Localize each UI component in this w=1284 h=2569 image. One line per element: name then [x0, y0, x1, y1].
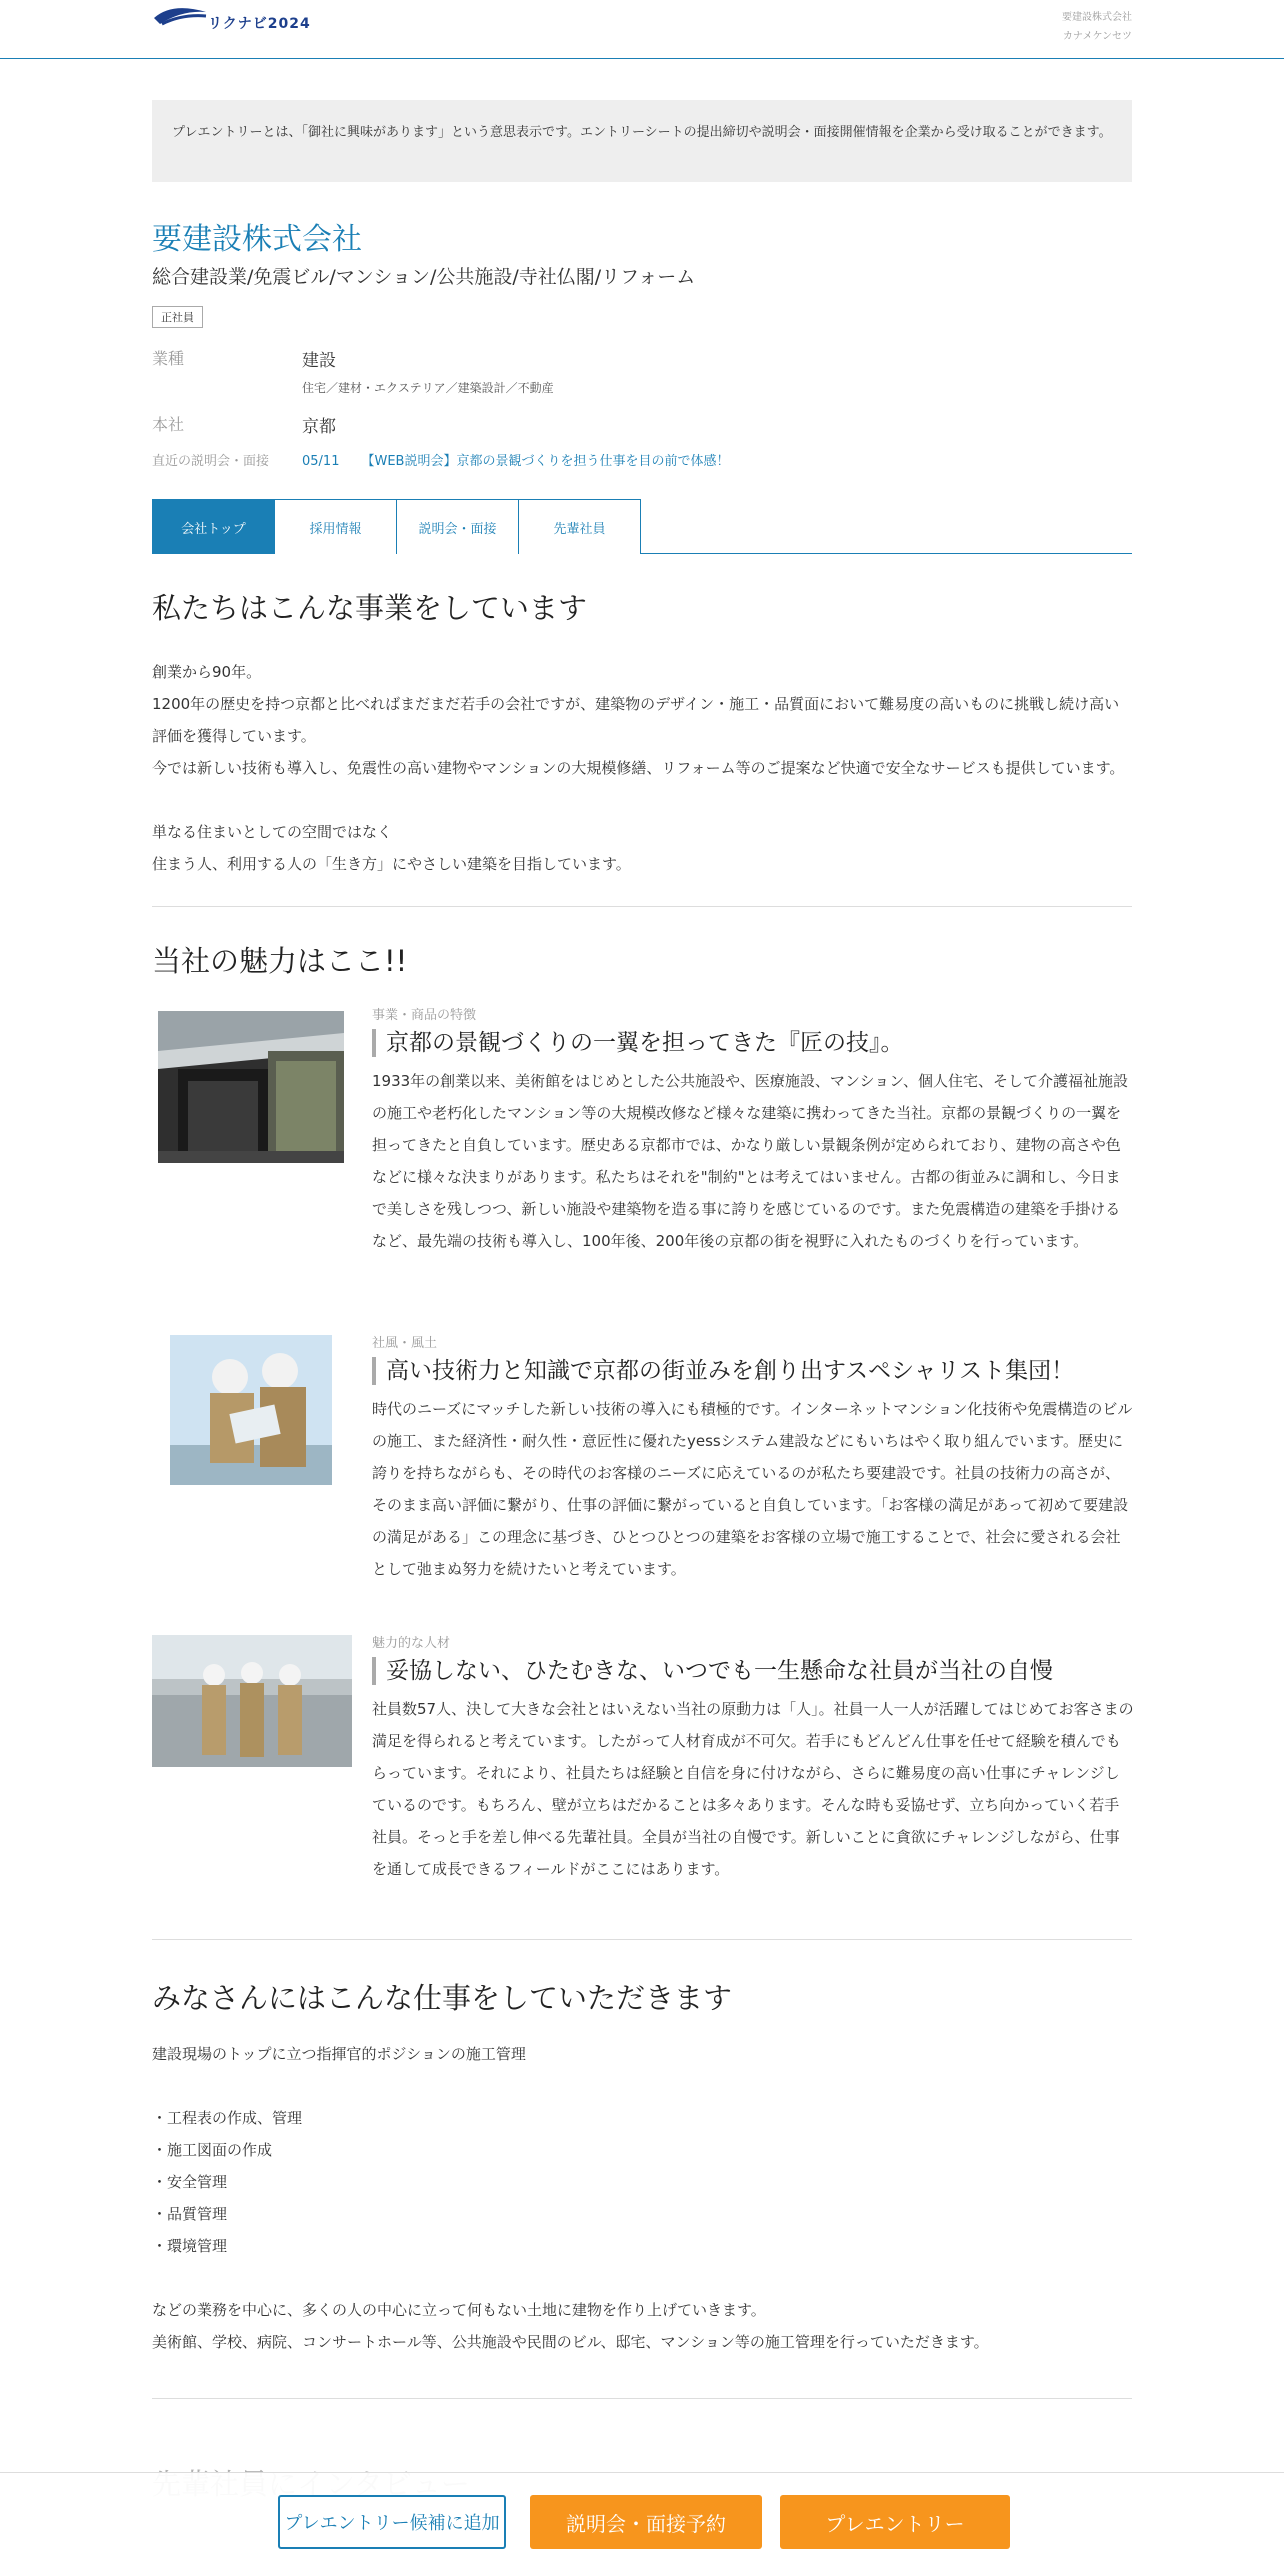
preentry-button[interactable]: プレエントリー — [780, 2495, 1010, 2549]
work-line: ・施工図面の作成 — [152, 2141, 273, 2159]
spacer — [152, 2070, 1132, 2102]
feature-category: 事業・商品の特徴 — [372, 1008, 477, 1023]
header-company — [1062, 8, 1132, 46]
feature-text — [372, 1335, 1134, 1585]
info-industry-value: 建設 — [302, 351, 336, 371]
tab-seminar[interactable]: 説明会・面接 — [396, 499, 519, 554]
site-header — [0, 0, 1284, 59]
tab-company-top[interactable]: 会社トップ — [152, 499, 275, 554]
business-line: 今では新しい技術も導入し、免震性の高い建物やマンションの大規模修繕、リフォーム等のご提案など快適で安全なサービスも提供しています。 — [152, 759, 1125, 777]
logo-swoosh-icon — [152, 4, 208, 30]
company-tabs — [152, 499, 1132, 554]
work-line: ・工程表の作成、管理 — [152, 2109, 303, 2127]
sticky-action-bar — [0, 2472, 1284, 2569]
info-hq-value: 京都 — [302, 417, 336, 437]
company-info — [152, 346, 1132, 469]
feature-body: 時代のニーズにマッチした新しい技術の導入にも積極的です。インターネットマンション化技術や免震構造のビルの施工、また経済性・耐久性・意匠性に優れたyessシステム建設などにもいちはやく取り組んでいます。歴史に誇りを持ちながらも、その時代のお客様のニーズに応えているのが私たち要建設です。社員の技術力の高さが、そのまま高い評価に繋がり、仕事の評価に繋がっていると自負しています。「お客様の満足があって初めて要建設の満足がある」この理念に基づき、ひとつひとつの建築をお客様の立場で施工することで、社会に愛される会社として弛まぬ努力を続けたいと考えています。 — [372, 1400, 1133, 1578]
work-section-title: みなさんにはこんな仕事をしていただきます — [152, 1981, 733, 2015]
feature-text — [372, 1007, 1134, 1257]
feature-body: 1933年の創業以来、美術館をはじめとした公共施設や、医療施設、マンション、個人住宅、そして介護福祉施設の施工や老朽化したマンション等の大規模改修など様々な建築に携わってきた当社。京都の景観づくりの一翼を担ってきたと自負しています。歴史ある京都市では、かなり厳しい景観条例が定められており、建物の高さや色などに様々な決まりがあります。私たちはそれを"制約"とは考えてはいません。古都の街並みに調和し、今日まで美しさを残しつつ、新しい施設や建築物を造る事に誇りを感じているのです。また免震構造の建築を手掛けるなど、最先端の技術も導入し、100年後、200年後の京都の街を視野に入れたものづくりを行っています。 — [372, 1072, 1129, 1250]
business-section-title: 私たちはこんな事業をしています — [152, 591, 588, 625]
tab-recruit-info[interactable]: 採用情報 — [274, 499, 397, 554]
work-line: ・安全管理 — [152, 2173, 228, 2191]
feature-title: 高い技術力と知識で京都の街並みを創り出すスペシャリスト集団！ — [372, 1357, 1134, 1385]
info-seminar-label: 直近の説明会・面接 — [152, 454, 270, 469]
logo-text: リクナビ2024 — [208, 16, 311, 32]
info-seminar — [152, 450, 1132, 469]
seminar-reserve-button[interactable]: 説明会・面接予約 — [530, 2495, 762, 2549]
work-line: 美術館、学校、病院、コンサートホール等、公共施設や民間のビル、邸宅、マンション等の施工管理を行っていただきます。 — [152, 2333, 989, 2351]
business-line: 住まう人、利用する人の「生き方」にやさしい建築を目指しています。 — [152, 855, 631, 873]
feature-category: 社風・風土 — [372, 1336, 438, 1351]
work-section-body — [152, 2038, 1132, 2358]
feature-title: 京都の景観づくりの一翼を担ってきた『匠の技』。 — [372, 1029, 1134, 1057]
info-hq — [152, 412, 1132, 450]
spacer — [152, 2262, 1132, 2294]
tab-senior-staff[interactable]: 先輩社員 — [518, 499, 641, 554]
business-line: 創業から90年。 — [152, 663, 262, 681]
header-company-name: 要建設株式会社 — [1062, 12, 1132, 23]
section-divider — [152, 906, 1132, 907]
company-name: 要建設株式会社 — [152, 222, 362, 257]
work-line: ・環境管理 — [152, 2237, 228, 2255]
feature-item — [152, 1335, 1132, 1635]
preentry-notice: プレエントリーとは、「御社に興味があります」という意思表示です。エントリーシートの提出締切や説明会・面接開催情報を企業から受け取ることができます。 — [152, 100, 1132, 182]
business-section-body — [152, 656, 1132, 880]
seminar-title[interactable]: 【WEB説明会】京都の景観づくりを担う仕事を目の前で体感！ — [361, 454, 730, 469]
spacer — [152, 784, 1132, 816]
header-company-kana: カナメケンセツ — [1062, 31, 1132, 42]
feature-title: 妥協しない、ひたむきな、いつでも一生懸命な社員が当社の自慢 — [372, 1657, 1134, 1685]
company-category: 総合建設業/免震ビル/マンション/公共施設/寺社仏閣/リフォーム — [152, 266, 696, 288]
add-preentry-candidate-button[interactable]: プレエントリー候補に追加 — [278, 2495, 506, 2549]
section-divider — [152, 1939, 1132, 1940]
feature-body: 社員数57人、決して大きな会社とはいえない当社の原動力は「人」。社員一人一人が活躍してはじめてお客さまの満足を得られると考えています。したがって人材育成が不可欠。若手にもどんどん仕事を任せて経験を積んでもらっています。それにより、社員たちは経験と自信を身に付けながら、さらに難易度の高い仕事にチャレンジしているのです。もちろん、壁が立ちはだかることは多々あります。そんな時も妥協せず、立ち向かっていく若手社員。そっと手を差し伸べる先輩社員。全員が当社の自慢です。新しいことに貪欲にチャレンジしながら、仕事を通して成長できるフィールドがここにはあります。 — [372, 1700, 1134, 1878]
feature-text — [372, 1635, 1134, 1885]
business-line: 1200年の歴史を持つ京都と比べればまだまだ若手の会社ですが、建築物のデザイン・施工・品質面において難易度の高いものに挑戦し続け高い評価を獲得しています。 — [152, 695, 1120, 745]
work-line: などの業務を中心に、多くの人の中心に立って何もない土地に建物を作り上げていきます。 — [152, 2301, 766, 2319]
three-staff-photo — [152, 1635, 352, 1771]
employment-badge: 正社員 — [152, 306, 203, 328]
info-industry-sub: 住宅／建材・エクステリア／建築設計／不動産 — [302, 381, 554, 395]
info-industry-label: 業種 — [152, 349, 185, 368]
feature-item — [152, 1635, 1132, 1913]
seminar-link[interactable] — [302, 450, 729, 469]
workers-blueprint-photo — [170, 1335, 332, 1489]
section-divider — [152, 2398, 1132, 2399]
work-line: 建設現場のトップに立つ指揮官的ポジションの施工管理 — [152, 2045, 526, 2063]
museum-photo — [158, 1011, 344, 1167]
info-hq-label: 本社 — [152, 415, 185, 434]
info-industry — [152, 346, 1132, 412]
appeal-section-title: 当社の魅力はここ!! — [152, 944, 408, 978]
site-logo[interactable] — [152, 4, 311, 34]
work-line: ・品質管理 — [152, 2205, 228, 2223]
business-line: 単なる住まいとしての空間ではなく — [152, 823, 393, 841]
feature-category: 魅力的な人材 — [372, 1636, 451, 1651]
feature-item — [152, 1007, 1132, 1335]
seminar-date[interactable]: 05/11 — [302, 454, 340, 469]
main-content — [152, 100, 1132, 2399]
